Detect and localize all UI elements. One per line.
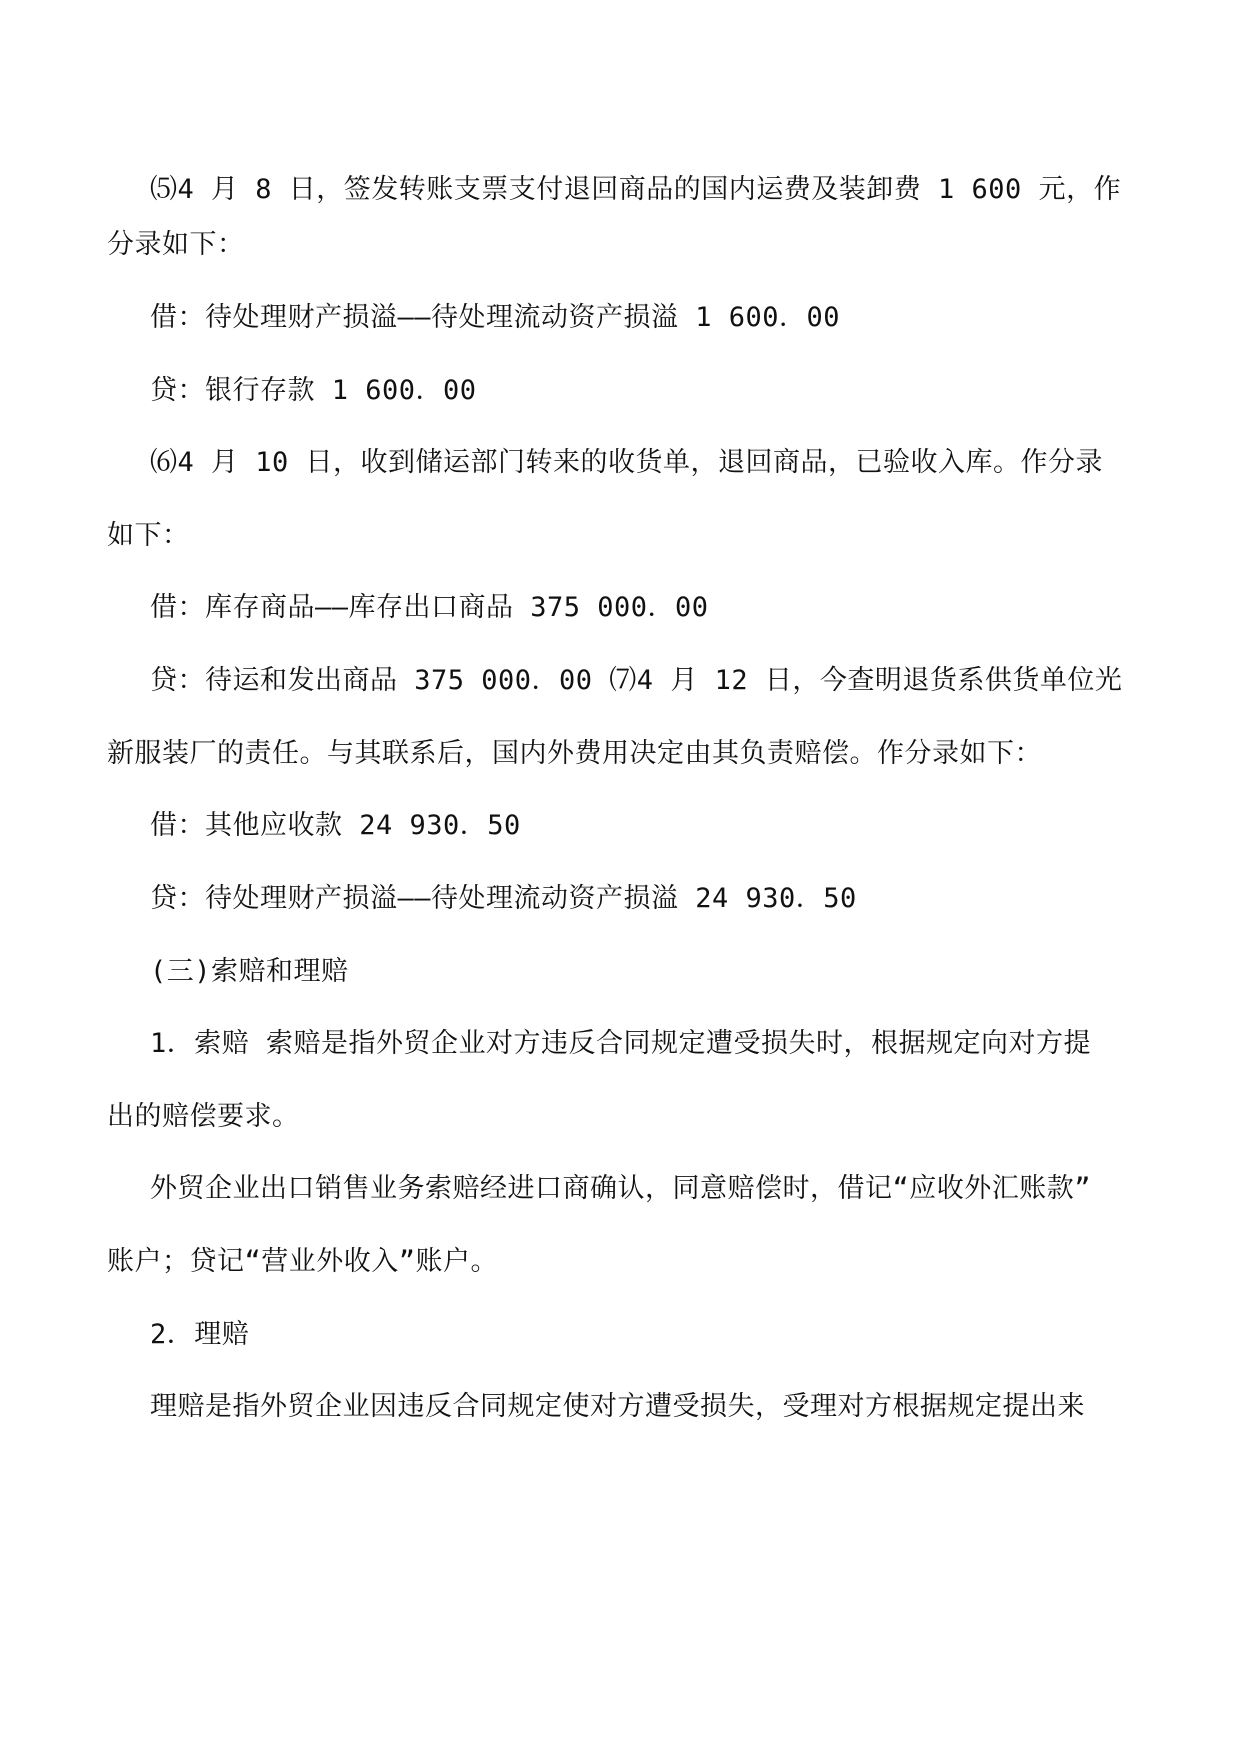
text-line: 借：待处理财产损溢——待处理流动资产损溢 1 600．00: [150, 302, 841, 333]
text-line: 1．索赔 索赔是指外贸企业对方违反合同规定遭受损失时，根据规定向对方提: [150, 1028, 1092, 1059]
text-line: 出的赔偿要求。: [107, 1101, 300, 1132]
text-line: 分录如下：: [107, 229, 245, 260]
text-line: 借：其他应收款 24 930．50: [150, 810, 521, 841]
text-line: 新服装厂的责任。与其联系后，国内外费用决定由其负责赔偿。作分录如下：: [107, 738, 1042, 769]
section-heading: (三)索赔和理赔: [150, 956, 349, 987]
text-line: 贷：银行存款 1 600．00: [150, 375, 477, 406]
text-line: ⑸4 月 8 日，签发转账支票支付退回商品的国内运费及装卸费 1 600 元，作: [150, 174, 1122, 205]
text-line: 借：库存商品——库存出口商品 375 000．00: [150, 592, 709, 623]
text-line: 外贸企业出口销售业务索赔经进口商确认，同意赔偿时，借记“应收外汇账款”: [150, 1173, 1092, 1204]
text-line: 贷：待运和发出商品 375 000．00 ⑺4 月 12 日，今查明退货系供货单位光: [150, 665, 1123, 696]
text-line: 如下：: [107, 520, 190, 551]
text-line: 理赔是指外贸企业因违反合同规定使对方遭受损失，受理对方根据规定提出来: [150, 1391, 1085, 1422]
text-line: 账户；贷记“营业外收入”账户。: [107, 1246, 499, 1277]
text-line: ⑹4 月 10 日，收到储运部门转来的收货单，退回商品，已验收入库。作分录: [150, 447, 1104, 478]
text-line: 贷：待处理财产损溢——待处理流动资产损溢 24 930．50: [150, 883, 857, 914]
subsection-heading: 2．理赔: [150, 1319, 250, 1350]
